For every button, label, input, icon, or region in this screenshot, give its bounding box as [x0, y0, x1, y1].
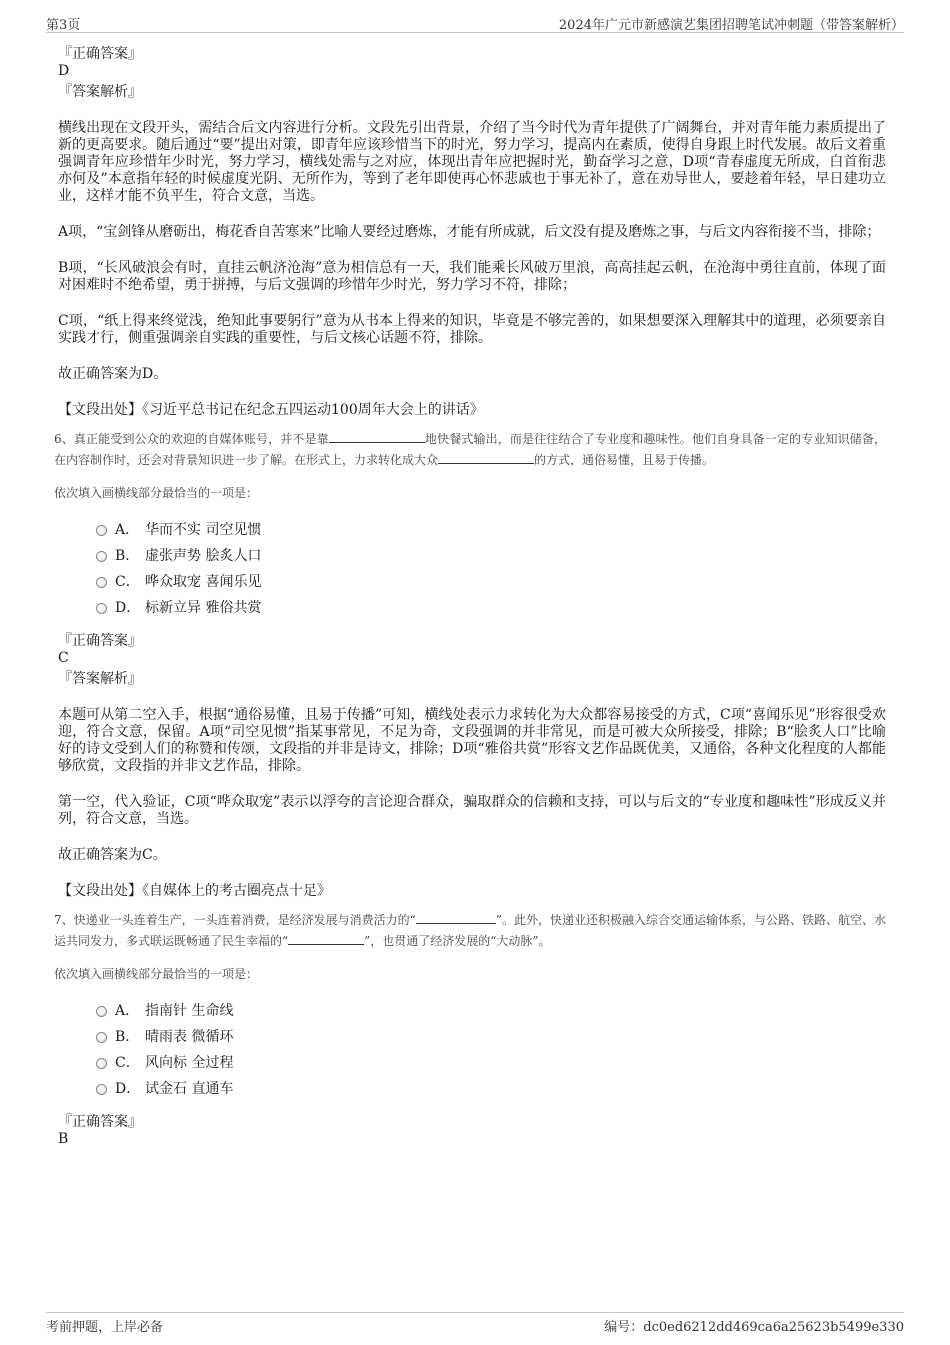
page-footer [46, 1312, 904, 1333]
passage-source: 【文段出处】《自媒体上的考古圈亮点十足》 [58, 883, 331, 899]
option-text: 华而不实 司空见惯 [145, 522, 262, 538]
option-c[interactable] [96, 569, 886, 595]
fill-blank [438, 451, 534, 464]
option-letter: B． [115, 548, 140, 564]
option-c[interactable] [96, 1050, 886, 1076]
option-letter: B． [115, 1029, 140, 1045]
option-text: 哗众取宠 喜闻乐见 [145, 574, 262, 590]
analysis-paragraph: 第一空，代入验证，C项“哗众取宠”表示以浮夸的言论迎合群众，骗取群众的信赖和支持，可以与后文的“专业度和趣味性”形成反义并列，符合文意，当选。 [58, 794, 886, 827]
question-stem [54, 910, 886, 952]
radio-icon[interactable] [96, 1058, 107, 1069]
fill-blank [329, 430, 425, 443]
option-b[interactable] [96, 1024, 886, 1050]
analysis-conclusion: 故正确答案为C。 [58, 847, 167, 863]
question-6 [54, 429, 886, 900]
analysis-paragraph: 本题可从第二空入手，根据“通俗易懂，且易于传播”可知，横线处表示力求转化为大众都容易接受的方式，C项“喜闻乐见”形容很受欢迎，符合文意，保留。A项“司空见惯”指某事常见，不足为奇，文段强调的并非常见，而是可被大众所接受，排除；B“脍炙人口”比喻好的诗文受到人们的称赞和传颂，文段指的并非是诗文，排除；D项“雅俗共赏”形容文艺作品既优美，又通俗，各种文化程度的人都能够欣赏，文段指的并非文艺作品，排除。 [58, 707, 886, 774]
fill-blank [416, 911, 496, 924]
option-text: 晴雨表 微循环 [145, 1029, 234, 1045]
analysis-conclusion: 故正确答案为D。 [58, 366, 168, 382]
question-text: ”，也贯通了经济发展的“大动脉”。 [364, 934, 551, 948]
question-instruction: 依次填入画横线部分最恰当的一项是： [54, 486, 259, 500]
question-instruction: 依次填入画横线部分最恰当的一项是： [54, 967, 259, 981]
page-header [46, 12, 904, 33]
option-list [96, 517, 886, 621]
option-d[interactable] [96, 595, 886, 621]
answer-value: B [58, 1131, 69, 1147]
option-letter: D． [115, 600, 141, 616]
option-text: 标新立异 雅俗共赏 [145, 600, 262, 616]
radio-icon[interactable] [96, 551, 107, 562]
radio-icon[interactable] [96, 1032, 107, 1043]
option-letter: A． [115, 522, 140, 538]
option-b[interactable] [96, 543, 886, 569]
question-text: 7、快递业一头连着生产，一头连着消费，是经济发展与消费活力的“ [54, 913, 416, 927]
option-list [96, 998, 886, 1102]
analysis-label: 『答案解析』 [58, 671, 142, 687]
question-text: 6、真正能受到公众的欢迎的自媒体账号，并不是靠 [54, 432, 329, 446]
document-title: 2024年广元市新感演艺集团招聘笔试冲刺题（带答案解析） [558, 18, 904, 33]
analysis-label: 『答案解析』 [58, 84, 142, 100]
radio-icon[interactable] [96, 1006, 107, 1017]
question-text: 地快餐式输出，而是往往结合了专业度和趣味性。他们自身具备一定的专业知识储备，在内容制作时，还会对背景知识进一步了解。在形式上，力求转化成大众 [54, 432, 886, 467]
passage-source: 【文段出处】《习近平总书记在纪念五四运动100周年大会上的讲话》 [58, 402, 484, 418]
answer-label: 『正确答案』 [58, 633, 142, 649]
analysis-paragraph: 横线出现在文段开头，需结合后文内容进行分析。文段先引出背景，介绍了当今时代为青年提供了广阔舞台，并对青年能力素质提出了新的更高要求。随后通过“要”提出对策，即青年应该珍惜当下的时光，努力学习，提高内在素质，使得自身跟上时代发展。故后文着重强调青年应珍惜年少时光，努力学习，横线处需与之对应，体现出青年应把握时光，勤奋学习之意，D项“青春虚度无所成，白首衔悲亦何及”本意指年轻的时候虚度光阴、无所作为，等到了老年即使再心怀悲戚也于事无补了，意在劝导世人，要趁着年轻，早日建功立业，这样才能不负平生，符合文意，当选。 [58, 120, 886, 204]
answer-label: 『正确答案』 [58, 46, 142, 62]
option-text: 虚张声势 脍炙人口 [145, 548, 262, 564]
option-d[interactable] [96, 1076, 886, 1102]
question-text: 的方式，通俗易懂，且易于传播。 [534, 453, 715, 467]
option-letter: C． [115, 574, 140, 590]
option-text: 风向标 全过程 [145, 1055, 234, 1071]
fill-blank [288, 932, 364, 945]
answer-label: 『正确答案』 [58, 1114, 142, 1130]
option-letter: A． [115, 1003, 140, 1019]
analysis-paragraph: C项，“纸上得来终觉浅，绝知此事要躬行”意为从书本上得来的知识，毕竟是不够完善的，如果想要深入理解其中的道理，必须要亲自实践才行，侧重强调亲自实践的重要性，与后文核心话题不符，排除。 [58, 313, 886, 346]
option-letter: C． [115, 1055, 140, 1071]
footer-slogan: 考前押题，上岸必备 [46, 1320, 164, 1335]
answer-value: D [58, 63, 70, 79]
question-text: ”。此外，快递业还积极融入综合交通运输体系，与公路、铁路、航空、水运共同发力，多式联运既畅通了民生幸福的“ [54, 913, 886, 948]
radio-icon[interactable] [96, 577, 107, 588]
answer-value: C [58, 650, 69, 666]
option-text: 试金石 直通车 [145, 1081, 234, 1097]
page-number: 第3页 [46, 18, 81, 33]
question-stem [54, 429, 886, 471]
option-text: 指南针 生命线 [145, 1003, 234, 1019]
option-a[interactable] [96, 998, 886, 1024]
document-code: 编号：dc0ed6212dd469ca6a25623b5499e330 [604, 1320, 904, 1335]
radio-icon[interactable] [96, 1084, 107, 1095]
option-a[interactable] [96, 517, 886, 543]
analysis-paragraph: B项，“长风破浪会有时，直挂云帆济沧海”意为相信总有一天，我们能乘长风破万里浪，高高挂起云帆，在沧海中勇往直前，体现了面对困难时不绝希望，勇于拼搏，与后文强调的珍惜年少时光，努力学习不符，排除； [58, 260, 886, 293]
option-letter: D． [115, 1081, 141, 1097]
document-body [54, 46, 886, 1152]
radio-icon[interactable] [96, 603, 107, 614]
question-5-answer-section [58, 46, 886, 419]
question-7 [54, 910, 886, 1148]
analysis-paragraph: A项，“宝剑锋从磨砺出，梅花香自苦寒来”比喻人要经过磨炼，才能有所成就，后文没有提及磨炼之事，与后文内容衔接不当，排除； [58, 224, 881, 240]
radio-icon[interactable] [96, 525, 107, 536]
